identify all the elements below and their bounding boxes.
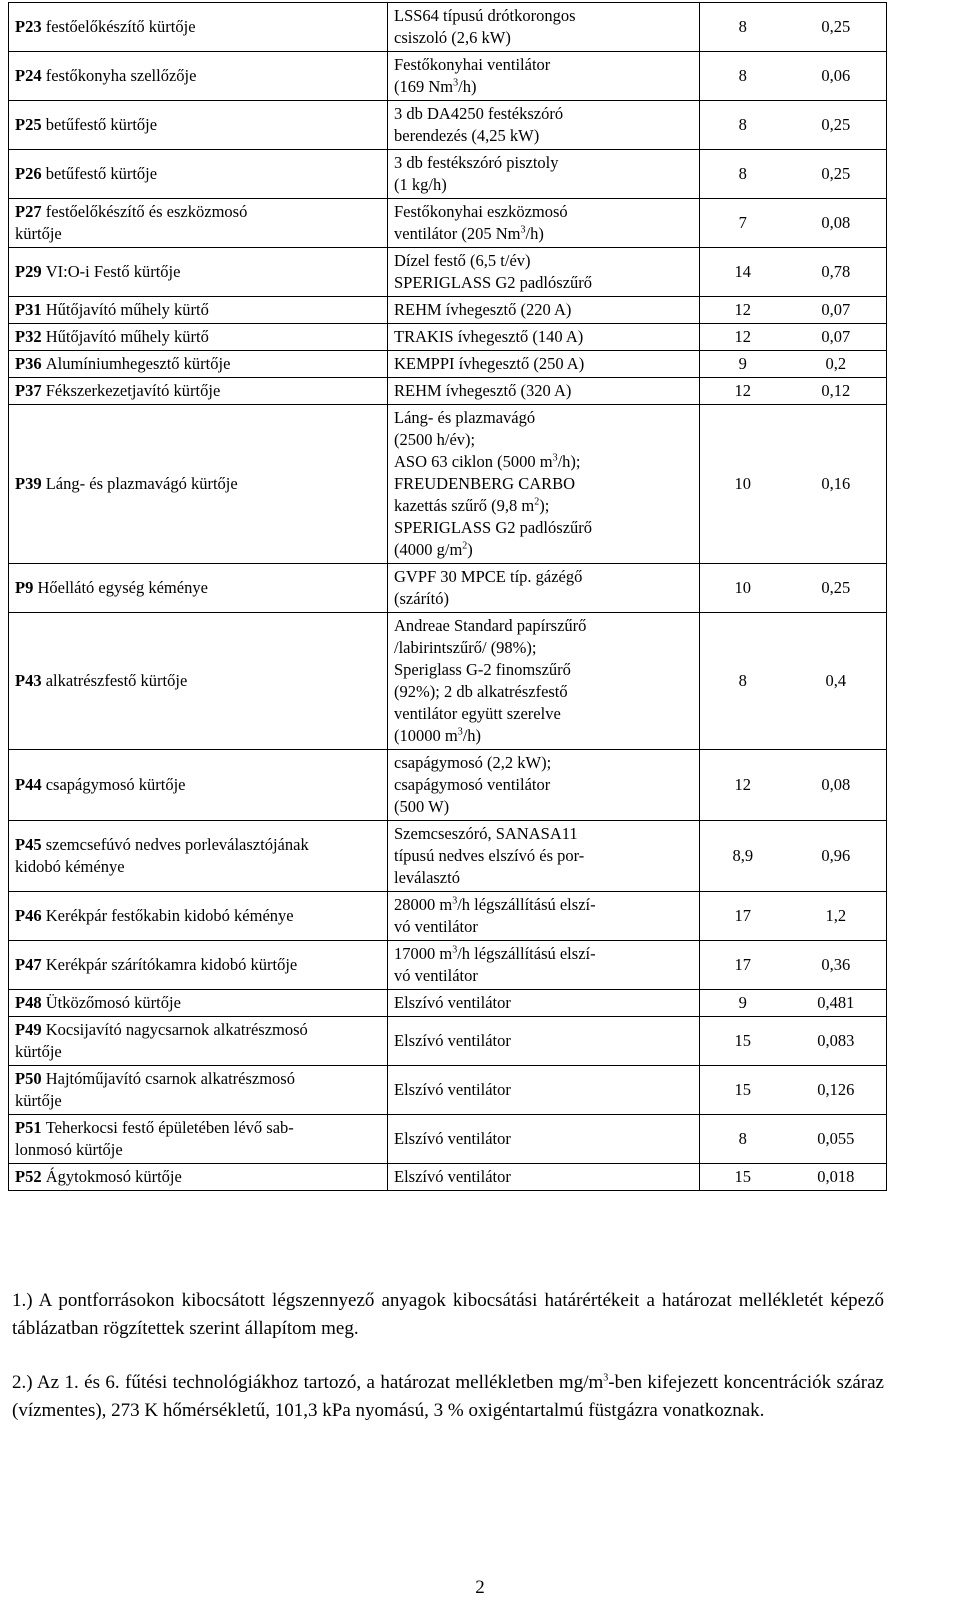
height-cell: 8 bbox=[700, 613, 786, 750]
equipment-line: 28000 $m^3/h$ légszállítású elszí- bbox=[394, 895, 596, 914]
equipment-line: vó ventilátor bbox=[394, 917, 478, 936]
source-name: Alumíniumhegesztő kürtője bbox=[45, 354, 231, 373]
source-code-and-name bbox=[15, 201, 381, 223]
diameter-cell: 0,96 bbox=[786, 821, 887, 892]
table-body bbox=[9, 3, 887, 1191]
table-row bbox=[9, 297, 887, 324]
superscript: 3 bbox=[457, 726, 463, 738]
diameter-cell: 0,126 bbox=[786, 1066, 887, 1115]
equipment-line: SPERIGLASS G2 padlószűrő bbox=[394, 273, 593, 292]
equipment-line: /labirintszűrő/ (98%); bbox=[394, 638, 537, 657]
equipment-cell bbox=[388, 990, 700, 1017]
source-code-and-name bbox=[15, 380, 381, 402]
table-row bbox=[9, 150, 887, 199]
table-row bbox=[9, 613, 887, 750]
source-code: P27 bbox=[15, 202, 42, 221]
equipment-cell bbox=[388, 1115, 700, 1164]
height-cell: 8 bbox=[700, 1115, 786, 1164]
source-code: P23 bbox=[15, 17, 42, 36]
diameter-cell: 0,25 bbox=[786, 150, 887, 199]
source-name: Hőellátó egység kéménye bbox=[37, 578, 208, 597]
height-cell: 10 bbox=[700, 564, 786, 613]
source-name-continued: kürtője bbox=[15, 224, 62, 243]
height-cell: 15 bbox=[700, 1017, 786, 1066]
source-name: betűfestő kürtője bbox=[45, 115, 158, 134]
superscript: 3 bbox=[452, 944, 458, 956]
equipment-line: SPERIGLASS G2 padlószűrő bbox=[394, 518, 593, 537]
equipment-line: 3 db DA4250 festékszóró bbox=[394, 104, 564, 123]
equipment-line: Szemcseszóró, SANASA11 bbox=[394, 824, 578, 843]
table-row bbox=[9, 990, 887, 1017]
source-code-and-name bbox=[15, 326, 381, 348]
source-code: P47 bbox=[15, 955, 42, 974]
source-code-and-name bbox=[15, 299, 381, 321]
table-row bbox=[9, 1017, 887, 1066]
equipment-cell bbox=[388, 199, 700, 248]
diameter-cell: 0,78 bbox=[786, 248, 887, 297]
source-code-and-name bbox=[15, 1019, 381, 1041]
equipment-cell bbox=[388, 1164, 700, 1191]
source-name: festőelőkészítő kürtője bbox=[45, 17, 196, 36]
equipment-cell bbox=[388, 1066, 700, 1115]
diameter-cell: 0,25 bbox=[786, 564, 887, 613]
source-name-cell bbox=[9, 52, 388, 101]
equipment-cell bbox=[388, 941, 700, 990]
equipment-cell bbox=[388, 1017, 700, 1066]
diameter-cell: 0,36 bbox=[786, 941, 887, 990]
source-code-and-name bbox=[15, 954, 381, 976]
height-cell: 8 bbox=[700, 52, 786, 101]
source-code-and-name bbox=[15, 1166, 381, 1188]
source-code: P26 bbox=[15, 164, 42, 183]
source-code-and-name bbox=[15, 992, 381, 1014]
source-code-and-name bbox=[15, 774, 381, 796]
source-name: Fékszerkezetjavító kürtője bbox=[45, 381, 221, 400]
diameter-cell: 0,055 bbox=[786, 1115, 887, 1164]
table-row bbox=[9, 3, 887, 52]
equipment-line: Elszívó ventilátor bbox=[394, 1031, 511, 1050]
superscript: 3 bbox=[453, 77, 459, 89]
equipment-line: csapágymosó (2,2 kW); bbox=[394, 753, 552, 772]
source-code-and-name bbox=[15, 473, 381, 495]
table-row bbox=[9, 52, 887, 101]
height-cell: 9 bbox=[700, 351, 786, 378]
source-name: Ütközőmosó kürtője bbox=[45, 993, 181, 1012]
table-row bbox=[9, 564, 887, 613]
table-row bbox=[9, 378, 887, 405]
height-cell: 8 bbox=[700, 3, 786, 52]
source-name-cell bbox=[9, 1115, 388, 1164]
diameter-cell: 0,2 bbox=[786, 351, 887, 378]
equipment-line: ventilátor együtt szerelve bbox=[394, 704, 561, 723]
source-code: P36 bbox=[15, 354, 42, 373]
diameter-cell: 0,25 bbox=[786, 3, 887, 52]
source-code-and-name bbox=[15, 1068, 381, 1090]
height-cell: 8 bbox=[700, 101, 786, 150]
equipment-line: Láng- és plazmavágó bbox=[394, 408, 536, 427]
height-cell: 12 bbox=[700, 297, 786, 324]
source-code-and-name bbox=[15, 834, 381, 856]
source-code-and-name bbox=[15, 65, 381, 87]
height-cell: 15 bbox=[700, 1066, 786, 1115]
equipment-line: GVPF 30 MPCE típ. gázégő bbox=[394, 567, 583, 586]
diameter-cell: 1,2 bbox=[786, 892, 887, 941]
equipment-line: (1 kg/h) bbox=[394, 175, 447, 194]
source-code: P39 bbox=[15, 474, 42, 493]
source-name-cell bbox=[9, 405, 388, 564]
equipment-line: Elszívó ventilátor bbox=[394, 1080, 511, 1099]
source-name-cell bbox=[9, 892, 388, 941]
height-cell: 17 bbox=[700, 892, 786, 941]
equipment-line: KEMPPI ívhegesztő (250 A) bbox=[394, 354, 585, 373]
source-code: P48 bbox=[15, 993, 42, 1012]
source-name: Teherkocsi festő épületében lévő sab- bbox=[45, 1118, 294, 1137]
source-code: P51 bbox=[15, 1118, 42, 1137]
source-code-and-name bbox=[15, 577, 381, 599]
source-name-cell bbox=[9, 613, 388, 750]
equipment-cell bbox=[388, 248, 700, 297]
source-name: alkatrészfestő kürtője bbox=[45, 671, 188, 690]
equipment-cell bbox=[388, 351, 700, 378]
equipment-line: (500 W) bbox=[394, 797, 450, 816]
equipment-cell bbox=[388, 405, 700, 564]
table-row bbox=[9, 101, 887, 150]
source-name: festőkonyha szellőzője bbox=[45, 66, 197, 85]
source-code-and-name bbox=[15, 353, 381, 375]
source-code: P50 bbox=[15, 1069, 42, 1088]
source-code: P31 bbox=[15, 300, 42, 319]
source-code: P25 bbox=[15, 115, 42, 134]
source-name-cell bbox=[9, 248, 388, 297]
diameter-cell: 0,4 bbox=[786, 613, 887, 750]
source-name-continued: kidobó kéménye bbox=[15, 857, 125, 876]
equipment-line: TRAKIS ívhegesztő (140 A) bbox=[394, 327, 584, 346]
diameter-cell: 0,083 bbox=[786, 1017, 887, 1066]
table-row bbox=[9, 1164, 887, 1191]
source-code-and-name bbox=[15, 16, 381, 38]
equipment-line: berendezés (4,25 kW) bbox=[394, 126, 540, 145]
superscript: 3 bbox=[520, 224, 526, 236]
equipment-line: (10000 $m^3/h$) bbox=[394, 726, 482, 745]
source-name-cell bbox=[9, 324, 388, 351]
height-cell: 10 bbox=[700, 405, 786, 564]
source-code: P45 bbox=[15, 835, 42, 854]
equipment-line: LSS64 típusú drótkorongos bbox=[394, 6, 576, 25]
equipment-line: csapágymosó ventilátor bbox=[394, 775, 551, 794]
source-name-cell bbox=[9, 378, 388, 405]
source-name-cell bbox=[9, 750, 388, 821]
equipment-line: REHM ívhegesztő (220 A) bbox=[394, 300, 572, 319]
table-row bbox=[9, 821, 887, 892]
source-name-cell bbox=[9, 1164, 388, 1191]
equipment-cell bbox=[388, 297, 700, 324]
equipment-line: (szárító) bbox=[394, 589, 449, 608]
source-code-and-name bbox=[15, 670, 381, 692]
source-code: P24 bbox=[15, 66, 42, 85]
table-row bbox=[9, 941, 887, 990]
paragraph-2 bbox=[12, 1369, 884, 1425]
equipment-cell bbox=[388, 821, 700, 892]
equipment-cell bbox=[388, 101, 700, 150]
diameter-cell: 0,07 bbox=[786, 297, 887, 324]
equipment-line: Andreae Standard papírszűrő bbox=[394, 616, 587, 635]
equipment-line: (169 Nm$^3$/h) bbox=[394, 77, 477, 96]
equipment-line: Elszívó ventilátor bbox=[394, 1167, 511, 1186]
source-name: Ágytokmosó kürtője bbox=[45, 1167, 182, 1186]
table-row bbox=[9, 248, 887, 297]
equipment-cell bbox=[388, 892, 700, 941]
equipment-cell bbox=[388, 150, 700, 199]
source-code: P43 bbox=[15, 671, 42, 690]
equipment-line: 3 db festékszóró pisztoly bbox=[394, 153, 559, 172]
table-row bbox=[9, 405, 887, 564]
source-name-cell bbox=[9, 297, 388, 324]
superscript: 2 bbox=[462, 540, 468, 552]
equipment-cell bbox=[388, 52, 700, 101]
table-row bbox=[9, 351, 887, 378]
paragraph-2-part-b: -ben kifejezett koncentrációk száraz (vízmentes), 273 K hőmérsékletű, 101,3 kPa nyomású, 3 % oxigéntartalmú füstgázra vonatkoznak. bbox=[12, 1372, 884, 1421]
diameter-cell: 0,08 bbox=[786, 199, 887, 248]
equipment-line: Elszívó ventilátor bbox=[394, 1129, 511, 1148]
source-name: Hajtóműjavító csarnok alkatrészmosó bbox=[45, 1069, 295, 1088]
table-row bbox=[9, 1066, 887, 1115]
source-code-and-name bbox=[15, 1117, 381, 1139]
equipment-line: Elszívó ventilátor bbox=[394, 993, 511, 1012]
source-name-continued: lonmosó kürtője bbox=[15, 1140, 123, 1159]
source-code: P32 bbox=[15, 327, 42, 346]
height-cell: 12 bbox=[700, 750, 786, 821]
equipment-line: FREUDENBERG CARBO bbox=[394, 474, 576, 493]
table-row bbox=[9, 199, 887, 248]
source-name: festőelőkészítő és eszközmosó bbox=[45, 202, 248, 221]
page-number: 2 bbox=[475, 1577, 485, 1598]
source-name-cell bbox=[9, 199, 388, 248]
equipment-line: Dízel festő (6,5 t/év) bbox=[394, 251, 531, 270]
equipment-line: 17000 $m^3/h$ légszállítású elszí- bbox=[394, 944, 596, 963]
equipment-line: leválasztó bbox=[394, 868, 460, 887]
equipment-cell bbox=[388, 3, 700, 52]
height-cell: 9 bbox=[700, 990, 786, 1017]
source-code-and-name bbox=[15, 114, 381, 136]
source-name: Kerékpár festőkabin kidobó kéménye bbox=[45, 906, 294, 925]
source-name-cell bbox=[9, 1017, 388, 1066]
height-cell: 12 bbox=[700, 378, 786, 405]
source-name: csapágymosó kürtője bbox=[45, 775, 186, 794]
equipment-line: Festőkonyhai eszközmosó bbox=[394, 202, 568, 221]
diameter-cell: 0,12 bbox=[786, 378, 887, 405]
diameter-cell: 0,481 bbox=[786, 990, 887, 1017]
table-row bbox=[9, 892, 887, 941]
height-cell: 8 bbox=[700, 150, 786, 199]
paragraph-2-part-a: 2.) Az 1. és 6. fűtési technológiákhoz tartozó, a határozat mellékletben mg/m bbox=[12, 1372, 604, 1393]
height-cell: 7 bbox=[700, 199, 786, 248]
source-name-continued: kürtője bbox=[15, 1042, 62, 1061]
diameter-cell: 0,16 bbox=[786, 405, 887, 564]
source-name: Kocsijavító nagycsarnok alkatrészmosó bbox=[45, 1020, 308, 1039]
height-cell: 17 bbox=[700, 941, 786, 990]
source-code-and-name bbox=[15, 905, 381, 927]
source-name: Hűtőjavító műhely kürtő bbox=[45, 300, 209, 319]
superscript: 2 bbox=[534, 496, 540, 508]
source-code: P9 bbox=[15, 578, 34, 597]
diameter-cell: 0,25 bbox=[786, 101, 887, 150]
source-name-cell bbox=[9, 101, 388, 150]
equipment-line: (92%); 2 db alkatrészfestő bbox=[394, 682, 568, 701]
equipment-line: ventilátor (205 Nm$^3$/h) bbox=[394, 224, 544, 243]
equipment-line: Festőkonyhai ventilátor bbox=[394, 55, 551, 74]
diameter-cell: 0,07 bbox=[786, 324, 887, 351]
source-name-cell bbox=[9, 150, 388, 199]
table-row bbox=[9, 324, 887, 351]
paragraph-2-superscript: 3 bbox=[603, 1372, 609, 1384]
source-name-continued: kürtője bbox=[15, 1091, 62, 1110]
source-name-cell bbox=[9, 564, 388, 613]
equipment-line: Speriglass G-2 finomszűrő bbox=[394, 660, 571, 679]
table-row bbox=[9, 750, 887, 821]
diameter-cell: 0,06 bbox=[786, 52, 887, 101]
source-code: P52 bbox=[15, 1167, 42, 1186]
diameter-cell: 0,018 bbox=[786, 1164, 887, 1191]
source-name: Láng- és plazmavágó kürtője bbox=[45, 474, 238, 493]
equipment-line: vó ventilátor bbox=[394, 966, 478, 985]
source-name-cell bbox=[9, 351, 388, 378]
height-cell: 14 bbox=[700, 248, 786, 297]
paragraph-1: 1.) A pontforrásokon kibocsátott légszennyező anyagok kibocsátási határértékeit a határozat mellékletét képező táblázatban rögzítettek szerint állapítom meg. bbox=[12, 1290, 884, 1339]
equipment-line: ASO 63 ciklon (5000 $m^3/h$); bbox=[394, 452, 581, 471]
source-name-cell bbox=[9, 3, 388, 52]
emission-sources-table bbox=[8, 2, 887, 1191]
source-name: betűfestő kürtője bbox=[45, 164, 158, 183]
equipment-line: csiszoló (2,6 kW) bbox=[394, 28, 511, 47]
source-code: P37 bbox=[15, 381, 42, 400]
source-name: Hűtőjavító műhely kürtő bbox=[45, 327, 209, 346]
equipment-cell bbox=[388, 613, 700, 750]
source-code: P49 bbox=[15, 1020, 42, 1039]
equipment-line: típusú nedves elszívó és por- bbox=[394, 846, 585, 865]
equipment-cell bbox=[388, 378, 700, 405]
height-cell: 15 bbox=[700, 1164, 786, 1191]
source-name-cell bbox=[9, 1066, 388, 1115]
diameter-cell: 0,08 bbox=[786, 750, 887, 821]
source-code-and-name bbox=[15, 261, 381, 283]
source-code: P29 bbox=[15, 262, 42, 281]
equipment-cell bbox=[388, 564, 700, 613]
height-cell: 12 bbox=[700, 324, 786, 351]
source-name: VI:O-i Festő kürtője bbox=[45, 262, 181, 281]
source-name: szemcsefúvó nedves porleválasztójának bbox=[45, 835, 309, 854]
source-name-cell bbox=[9, 941, 388, 990]
equipment-line: kazettás szűrő (9,8 $m^2$); bbox=[394, 496, 550, 515]
table-row bbox=[9, 1115, 887, 1164]
equipment-line: REHM ívhegesztő (320 A) bbox=[394, 381, 572, 400]
superscript: 3 bbox=[452, 895, 458, 907]
source-code: P46 bbox=[15, 906, 42, 925]
equipment-line: (4000 $g/m^2$) bbox=[394, 540, 473, 559]
equipment-cell bbox=[388, 750, 700, 821]
equipment-line: (2500 h/év); bbox=[394, 430, 476, 449]
source-name-cell bbox=[9, 990, 388, 1017]
source-code-and-name bbox=[15, 163, 381, 185]
source-name: Kerékpár szárítókamra kidobó kürtője bbox=[45, 955, 298, 974]
source-name-cell bbox=[9, 821, 388, 892]
height-cell: 8,9 bbox=[700, 821, 786, 892]
equipment-cell bbox=[388, 324, 700, 351]
superscript: 3 bbox=[552, 452, 558, 464]
source-code: P44 bbox=[15, 775, 42, 794]
